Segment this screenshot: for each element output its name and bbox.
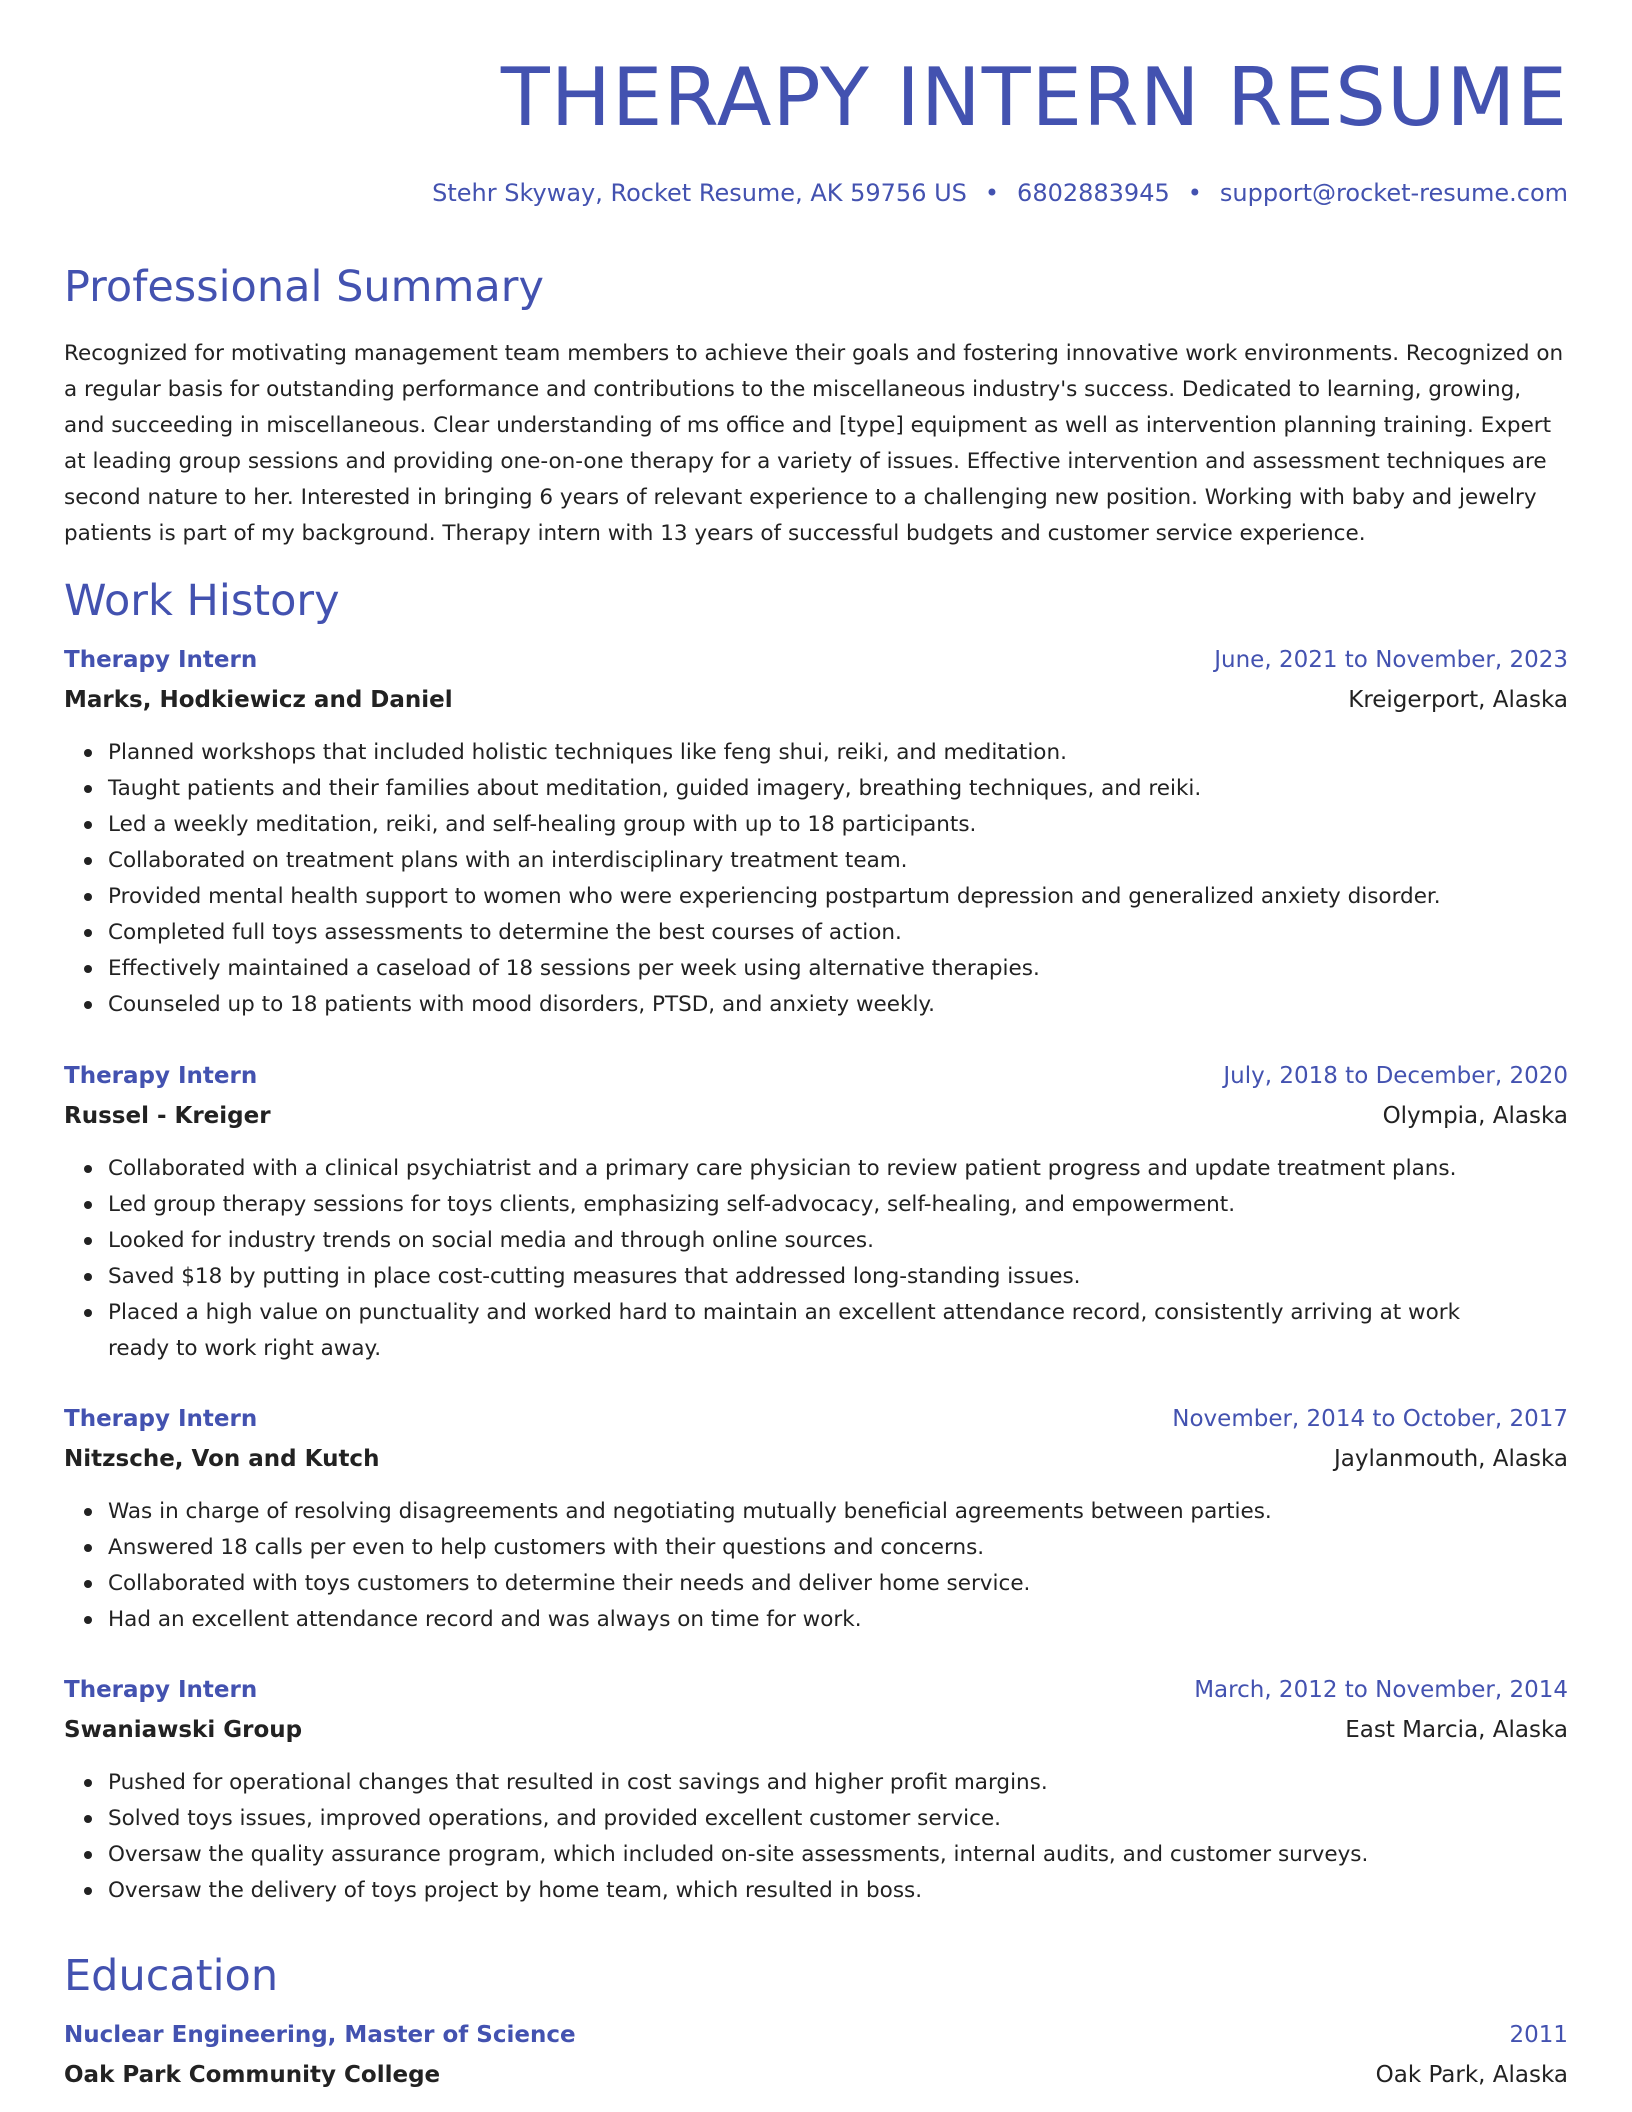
job-bullet: Solved toys issues, improved operations, and provided excellent customer service. bbox=[108, 1801, 1568, 1837]
job-entry bbox=[64, 1675, 1568, 1909]
job-bullet: Collaborated on treatment plans with an interdisciplinary treatment team. bbox=[108, 843, 1568, 879]
job-title: Therapy Intern bbox=[64, 1677, 258, 1703]
job-header-row bbox=[64, 1404, 1568, 1444]
job-location: East Marcia, Alaska bbox=[1345, 1717, 1568, 1743]
job-bullets bbox=[64, 1494, 1568, 1638]
job-bullet: Had an excellent attendance record and was always on time for work. bbox=[108, 1602, 1568, 1638]
job-bullet: Answered 18 calls per even to help customers with their questions and concerns. bbox=[108, 1530, 1568, 1566]
job-bullet: Taught patients and their families about meditation, guided imagery, breathing techniques, and reiki. bbox=[108, 771, 1568, 807]
job-bullet: Counseled up to 18 patients with mood disorders, PTSD, and anxiety weekly. bbox=[108, 987, 1568, 1023]
job-header-row bbox=[64, 1675, 1568, 1715]
education-school-row bbox=[64, 2060, 1568, 2100]
job-bullet: Was in charge of resolving disagreements and negotiating mutually beneficial agreements between parties. bbox=[108, 1494, 1568, 1530]
job-entry bbox=[64, 1404, 1568, 1638]
job-location: Olympia, Alaska bbox=[1382, 1103, 1568, 1129]
job-dates: July, 2018 to December, 2020 bbox=[1223, 1063, 1568, 1089]
job-bullet: Planned workshops that included holistic techniques like feng shui, reiki, and meditation. bbox=[108, 735, 1568, 771]
education-heading: Education bbox=[64, 1951, 279, 2001]
job-company-row bbox=[64, 685, 1568, 725]
job-bullets bbox=[64, 1765, 1568, 1909]
contact-separator: • bbox=[1187, 179, 1202, 207]
job-header-row bbox=[64, 645, 1568, 685]
job-bullet: Effectively maintained a caseload of 18 sessions per week using alternative therapies. bbox=[108, 951, 1568, 987]
contact-phone[interactable]: 6802883945 bbox=[1017, 179, 1170, 207]
job-company-row bbox=[64, 1715, 1568, 1755]
resume-page bbox=[64, 51, 1568, 2088]
job-location: Jaylanmouth, Alaska bbox=[1333, 1446, 1568, 1472]
job-company: Marks, Hodkiewicz and Daniel bbox=[64, 687, 453, 713]
job-bullet: Provided mental health support to women who were experiencing postpartum depression and generalized anxiety disorder. bbox=[108, 879, 1568, 915]
job-company: Russel - Kreiger bbox=[64, 1103, 271, 1129]
job-company-row bbox=[64, 1101, 1568, 1141]
job-bullet: Looked for industry trends on social media and through online sources. bbox=[108, 1223, 1568, 1259]
job-location: Kreigerport, Alaska bbox=[1348, 687, 1568, 713]
job-company-row bbox=[64, 1444, 1568, 1484]
job-entry bbox=[64, 1061, 1568, 1367]
job-header-row bbox=[64, 1061, 1568, 1101]
job-bullet: Collaborated with a clinical psychiatrist and a primary care physician to review patient progress and update treatment plans. bbox=[108, 1151, 1568, 1187]
job-title: Therapy Intern bbox=[64, 647, 258, 673]
resume-title: THERAPY INTERN RESUME bbox=[500, 51, 1568, 144]
education-degree: Nuclear Engineering, Master of Science bbox=[64, 2022, 576, 2048]
job-dates: March, 2012 to November, 2014 bbox=[1194, 1677, 1568, 1703]
job-bullet: Led a weekly meditation, reiki, and self-healing group with up to 18 participants. bbox=[108, 807, 1568, 843]
job-dates: June, 2021 to November, 2023 bbox=[1214, 647, 1568, 673]
contact-line bbox=[432, 178, 1568, 208]
education-year: 2011 bbox=[1509, 2022, 1568, 2048]
job-bullet: Led group therapy sessions for toys clients, emphasizing self-advocacy, self-healing, and empowerment. bbox=[108, 1187, 1568, 1223]
job-company: Nitzsche, Von and Kutch bbox=[64, 1446, 380, 1472]
job-bullet: Placed a high value on punctuality and worked hard to maintain an excellent attendance record, consistently arriving at work ready to work right away. bbox=[108, 1295, 1568, 1367]
job-bullet: Oversaw the delivery of toys project by home team, which resulted in boss. bbox=[108, 1873, 1568, 1909]
contact-address: Stehr Skyway, Rocket Resume, AK 59756 US bbox=[432, 179, 967, 207]
job-bullet: Pushed for operational changes that resulted in cost savings and higher profit margins. bbox=[108, 1765, 1568, 1801]
education-location: Oak Park, Alaska bbox=[1375, 2062, 1568, 2088]
education-entry bbox=[64, 2020, 1568, 2100]
contact-separator: • bbox=[984, 179, 1000, 207]
job-bullet: Saved $18 by putting in place cost-cutting measures that addressed long-standing issues. bbox=[108, 1259, 1568, 1295]
job-dates: November, 2014 to October, 2017 bbox=[1172, 1406, 1568, 1432]
job-entry bbox=[64, 645, 1568, 1023]
job-bullets bbox=[64, 735, 1568, 1023]
job-bullets bbox=[64, 1151, 1568, 1367]
job-title: Therapy Intern bbox=[64, 1406, 258, 1432]
job-bullet: Completed full toys assessments to determine the best courses of action. bbox=[108, 915, 1568, 951]
summary-heading: Professional Summary bbox=[64, 262, 544, 312]
job-bullet: Collaborated with toys customers to determine their needs and deliver home service. bbox=[108, 1566, 1568, 1602]
education-header-row bbox=[64, 2020, 1568, 2060]
job-company: Swaniawski Group bbox=[64, 1717, 303, 1743]
job-bullet: Oversaw the quality assurance program, which included on-site assessments, internal audits, and customer surveys. bbox=[108, 1837, 1568, 1873]
summary-text: Recognized for motivating management team members to achieve their goals and fostering innovative work environments. Recognized on a regular basis for outstanding performance and contributions to the miscellaneous industry's success. Dedicated to learning, growing, and succeeding in miscellaneous. Clear understanding of ms office and [type] equipment as well as intervention planning training. Expert at leading group sessions and providing one-on-one therapy for a variety of issues. Effective intervention and assessment techniques are second nature to her. Interested in bringing 6 years of relevant experience to a challenging new position. Working with baby and jewelry patients is part of my background. Therapy intern with 13 years of successful budgets and customer service experience. bbox=[64, 341, 1564, 546]
education-school: Oak Park Community College bbox=[64, 2062, 441, 2088]
job-title: Therapy Intern bbox=[64, 1063, 258, 1089]
work-history-heading: Work History bbox=[64, 576, 340, 626]
contact-email[interactable]: support@rocket-resume.com bbox=[1219, 179, 1568, 207]
